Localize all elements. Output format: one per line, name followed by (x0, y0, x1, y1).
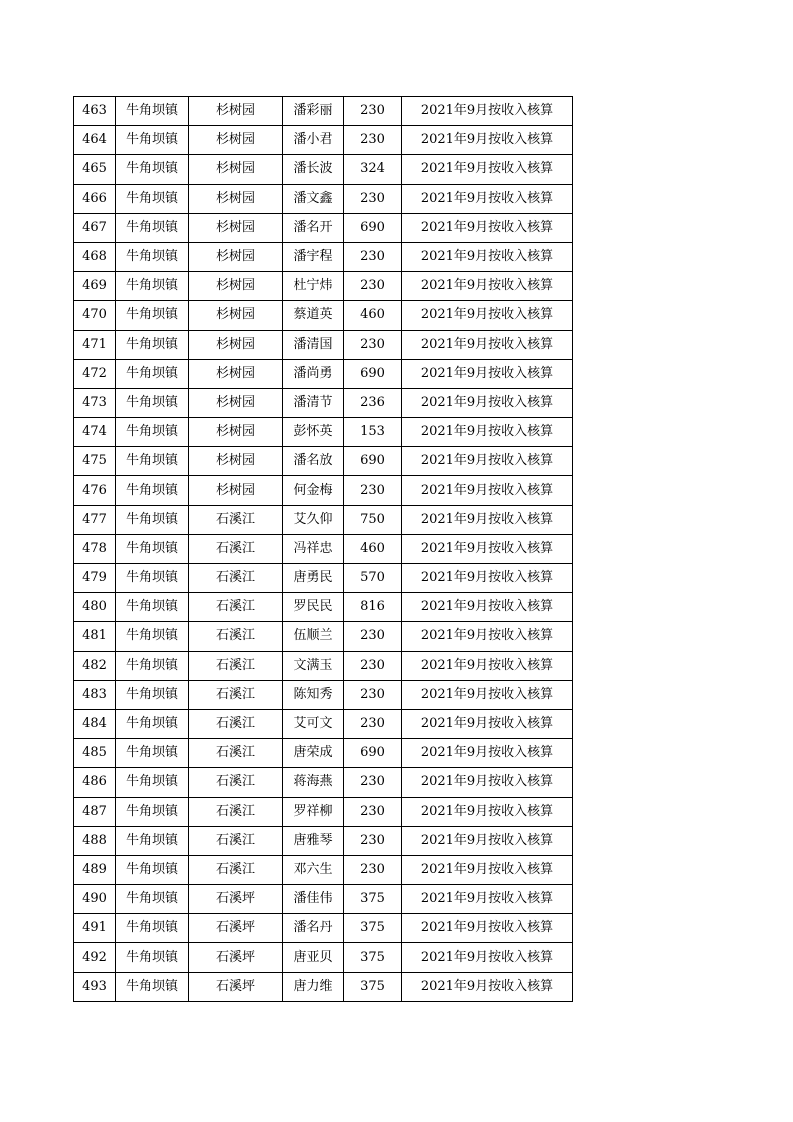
table-row (74, 272, 573, 301)
row-number-cell: 493 (74, 972, 116, 1001)
basis-cell: 2021年9月按收入核算 (402, 505, 573, 534)
town-cell: 牛角坝镇 (116, 826, 189, 855)
town-cell: 牛角坝镇 (116, 855, 189, 884)
amount-cell: 236 (344, 388, 402, 417)
basis-cell: 2021年9月按收入核算 (402, 914, 573, 943)
basis-cell: 2021年9月按收入核算 (402, 739, 573, 768)
row-number-cell: 478 (74, 534, 116, 563)
row-number-cell: 463 (74, 97, 116, 126)
name-cell: 潘尚勇 (283, 359, 344, 388)
village-cell: 石溪江 (189, 534, 283, 563)
village-cell: 杉树园 (189, 97, 283, 126)
basis-cell: 2021年9月按收入核算 (402, 359, 573, 388)
name-cell: 艾可文 (283, 709, 344, 738)
town-cell: 牛角坝镇 (116, 972, 189, 1001)
amount-cell: 230 (344, 709, 402, 738)
name-cell: 潘宇程 (283, 242, 344, 271)
village-cell: 杉树园 (189, 301, 283, 330)
amount-cell: 375 (344, 885, 402, 914)
village-cell: 石溪坪 (189, 943, 283, 972)
name-cell: 潘名开 (283, 213, 344, 242)
row-number-cell: 474 (74, 418, 116, 447)
name-cell: 罗民民 (283, 593, 344, 622)
village-cell: 石溪江 (189, 826, 283, 855)
table-row (74, 709, 573, 738)
village-cell: 杉树园 (189, 184, 283, 213)
basis-cell: 2021年9月按收入核算 (402, 972, 573, 1001)
name-cell: 唐力维 (283, 972, 344, 1001)
amount-cell: 690 (344, 359, 402, 388)
table-row (74, 797, 573, 826)
basis-cell: 2021年9月按收入核算 (402, 768, 573, 797)
town-cell: 牛角坝镇 (116, 914, 189, 943)
row-number-cell: 488 (74, 826, 116, 855)
village-cell: 杉树园 (189, 418, 283, 447)
row-number-cell: 480 (74, 593, 116, 622)
amount-cell: 230 (344, 855, 402, 884)
village-cell: 石溪坪 (189, 914, 283, 943)
amount-cell: 750 (344, 505, 402, 534)
basis-cell: 2021年9月按收入核算 (402, 680, 573, 709)
name-cell: 唐荣成 (283, 739, 344, 768)
village-cell: 石溪江 (189, 564, 283, 593)
row-number-cell: 473 (74, 388, 116, 417)
row-number-cell: 483 (74, 680, 116, 709)
table-row (74, 768, 573, 797)
table-row (74, 622, 573, 651)
village-cell: 杉树园 (189, 242, 283, 271)
basis-cell: 2021年9月按收入核算 (402, 885, 573, 914)
row-number-cell: 467 (74, 213, 116, 242)
village-cell: 杉树园 (189, 330, 283, 359)
amount-cell: 230 (344, 126, 402, 155)
town-cell: 牛角坝镇 (116, 622, 189, 651)
amount-cell: 690 (344, 447, 402, 476)
row-number-cell: 486 (74, 768, 116, 797)
table-row (74, 534, 573, 563)
amount-cell: 230 (344, 272, 402, 301)
amount-cell: 230 (344, 768, 402, 797)
town-cell: 牛角坝镇 (116, 680, 189, 709)
name-cell: 潘名丹 (283, 914, 344, 943)
row-number-cell: 487 (74, 797, 116, 826)
table-row (74, 564, 573, 593)
town-cell: 牛角坝镇 (116, 242, 189, 271)
town-cell: 牛角坝镇 (116, 447, 189, 476)
amount-cell: 230 (344, 184, 402, 213)
table-row (74, 680, 573, 709)
town-cell: 牛角坝镇 (116, 709, 189, 738)
basis-cell: 2021年9月按收入核算 (402, 418, 573, 447)
basis-cell: 2021年9月按收入核算 (402, 447, 573, 476)
name-cell: 潘清节 (283, 388, 344, 417)
table-row (74, 447, 573, 476)
amount-cell: 816 (344, 593, 402, 622)
row-number-cell: 489 (74, 855, 116, 884)
village-cell: 石溪江 (189, 505, 283, 534)
basis-cell: 2021年9月按收入核算 (402, 855, 573, 884)
basis-cell: 2021年9月按收入核算 (402, 301, 573, 330)
town-cell: 牛角坝镇 (116, 505, 189, 534)
table-row (74, 972, 573, 1001)
table-row (74, 476, 573, 505)
row-number-cell: 472 (74, 359, 116, 388)
table-row (74, 885, 573, 914)
town-cell: 牛角坝镇 (116, 359, 189, 388)
village-cell: 石溪江 (189, 622, 283, 651)
amount-cell: 460 (344, 301, 402, 330)
table-row (74, 593, 573, 622)
table-row (74, 651, 573, 680)
table-row (74, 242, 573, 271)
village-cell: 杉树园 (189, 272, 283, 301)
village-cell: 石溪江 (189, 797, 283, 826)
name-cell: 蔡道英 (283, 301, 344, 330)
amount-cell: 230 (344, 97, 402, 126)
table-row (74, 155, 573, 184)
row-number-cell: 468 (74, 242, 116, 271)
name-cell: 艾久仰 (283, 505, 344, 534)
table-row (74, 330, 573, 359)
town-cell: 牛角坝镇 (116, 593, 189, 622)
village-cell: 杉树园 (189, 447, 283, 476)
records-table (73, 96, 573, 1002)
table-row (74, 388, 573, 417)
town-cell: 牛角坝镇 (116, 768, 189, 797)
village-cell: 杉树园 (189, 126, 283, 155)
row-number-cell: 465 (74, 155, 116, 184)
name-cell: 蒋海燕 (283, 768, 344, 797)
basis-cell: 2021年9月按收入核算 (402, 213, 573, 242)
village-cell: 石溪江 (189, 709, 283, 738)
table-row (74, 359, 573, 388)
basis-cell: 2021年9月按收入核算 (402, 330, 573, 359)
amount-cell: 230 (344, 242, 402, 271)
name-cell: 杜宁炜 (283, 272, 344, 301)
town-cell: 牛角坝镇 (116, 97, 189, 126)
name-cell: 潘名放 (283, 447, 344, 476)
name-cell: 冯祥忠 (283, 534, 344, 563)
basis-cell: 2021年9月按收入核算 (402, 126, 573, 155)
amount-cell: 324 (344, 155, 402, 184)
town-cell: 牛角坝镇 (116, 126, 189, 155)
basis-cell: 2021年9月按收入核算 (402, 622, 573, 651)
basis-cell: 2021年9月按收入核算 (402, 242, 573, 271)
table-row (74, 126, 573, 155)
basis-cell: 2021年9月按收入核算 (402, 797, 573, 826)
table-row (74, 826, 573, 855)
name-cell: 潘清国 (283, 330, 344, 359)
row-number-cell: 476 (74, 476, 116, 505)
basis-cell: 2021年9月按收入核算 (402, 826, 573, 855)
village-cell: 石溪坪 (189, 972, 283, 1001)
basis-cell: 2021年9月按收入核算 (402, 564, 573, 593)
basis-cell: 2021年9月按收入核算 (402, 534, 573, 563)
table-row (74, 914, 573, 943)
village-cell: 石溪江 (189, 768, 283, 797)
amount-cell: 690 (344, 739, 402, 768)
name-cell: 潘佳伟 (283, 885, 344, 914)
row-number-cell: 471 (74, 330, 116, 359)
row-number-cell: 479 (74, 564, 116, 593)
amount-cell: 570 (344, 564, 402, 593)
name-cell: 潘彩丽 (283, 97, 344, 126)
town-cell: 牛角坝镇 (116, 272, 189, 301)
town-cell: 牛角坝镇 (116, 797, 189, 826)
name-cell: 潘小君 (283, 126, 344, 155)
town-cell: 牛角坝镇 (116, 155, 189, 184)
row-number-cell: 485 (74, 739, 116, 768)
table-row (74, 418, 573, 447)
village-cell: 杉树园 (189, 155, 283, 184)
basis-cell: 2021年9月按收入核算 (402, 709, 573, 738)
basis-cell: 2021年9月按收入核算 (402, 388, 573, 417)
amount-cell: 230 (344, 651, 402, 680)
table-row (74, 739, 573, 768)
town-cell: 牛角坝镇 (116, 418, 189, 447)
town-cell: 牛角坝镇 (116, 388, 189, 417)
basis-cell: 2021年9月按收入核算 (402, 476, 573, 505)
amount-cell: 230 (344, 476, 402, 505)
table-row (74, 943, 573, 972)
village-cell: 石溪江 (189, 680, 283, 709)
row-number-cell: 477 (74, 505, 116, 534)
basis-cell: 2021年9月按收入核算 (402, 155, 573, 184)
basis-cell: 2021年9月按收入核算 (402, 97, 573, 126)
village-cell: 石溪江 (189, 651, 283, 680)
row-number-cell: 491 (74, 914, 116, 943)
table-row (74, 301, 573, 330)
name-cell: 罗祥柳 (283, 797, 344, 826)
table-row (74, 184, 573, 213)
amount-cell: 230 (344, 797, 402, 826)
amount-cell: 375 (344, 943, 402, 972)
table-row (74, 855, 573, 884)
village-cell: 石溪江 (189, 855, 283, 884)
amount-cell: 230 (344, 826, 402, 855)
basis-cell: 2021年9月按收入核算 (402, 184, 573, 213)
records-table-body (74, 97, 573, 1002)
row-number-cell: 492 (74, 943, 116, 972)
row-number-cell: 470 (74, 301, 116, 330)
name-cell: 文满玉 (283, 651, 344, 680)
town-cell: 牛角坝镇 (116, 739, 189, 768)
row-number-cell: 481 (74, 622, 116, 651)
village-cell: 杉树园 (189, 388, 283, 417)
village-cell: 石溪坪 (189, 885, 283, 914)
name-cell: 何金梅 (283, 476, 344, 505)
name-cell: 唐勇民 (283, 564, 344, 593)
basis-cell: 2021年9月按收入核算 (402, 651, 573, 680)
town-cell: 牛角坝镇 (116, 476, 189, 505)
town-cell: 牛角坝镇 (116, 651, 189, 680)
row-number-cell: 475 (74, 447, 116, 476)
town-cell: 牛角坝镇 (116, 885, 189, 914)
village-cell: 杉树园 (189, 359, 283, 388)
name-cell: 潘文鑫 (283, 184, 344, 213)
basis-cell: 2021年9月按收入核算 (402, 593, 573, 622)
table-row (74, 97, 573, 126)
amount-cell: 230 (344, 680, 402, 709)
row-number-cell: 490 (74, 885, 116, 914)
name-cell: 陈知秀 (283, 680, 344, 709)
name-cell: 潘长波 (283, 155, 344, 184)
row-number-cell: 482 (74, 651, 116, 680)
amount-cell: 690 (344, 213, 402, 242)
name-cell: 伍顺兰 (283, 622, 344, 651)
name-cell: 唐雅琴 (283, 826, 344, 855)
name-cell: 唐亚贝 (283, 943, 344, 972)
row-number-cell: 484 (74, 709, 116, 738)
town-cell: 牛角坝镇 (116, 564, 189, 593)
town-cell: 牛角坝镇 (116, 184, 189, 213)
amount-cell: 153 (344, 418, 402, 447)
amount-cell: 460 (344, 534, 402, 563)
village-cell: 石溪江 (189, 593, 283, 622)
name-cell: 彭怀英 (283, 418, 344, 447)
town-cell: 牛角坝镇 (116, 534, 189, 563)
village-cell: 杉树园 (189, 213, 283, 242)
amount-cell: 230 (344, 330, 402, 359)
town-cell: 牛角坝镇 (116, 213, 189, 242)
basis-cell: 2021年9月按收入核算 (402, 943, 573, 972)
row-number-cell: 469 (74, 272, 116, 301)
basis-cell: 2021年9月按收入核算 (402, 272, 573, 301)
table-row (74, 213, 573, 242)
row-number-cell: 464 (74, 126, 116, 155)
town-cell: 牛角坝镇 (116, 301, 189, 330)
village-cell: 石溪江 (189, 739, 283, 768)
amount-cell: 375 (344, 914, 402, 943)
town-cell: 牛角坝镇 (116, 330, 189, 359)
amount-cell: 375 (344, 972, 402, 1001)
amount-cell: 230 (344, 622, 402, 651)
town-cell: 牛角坝镇 (116, 943, 189, 972)
village-cell: 杉树园 (189, 476, 283, 505)
name-cell: 邓六生 (283, 855, 344, 884)
table-row (74, 505, 573, 534)
row-number-cell: 466 (74, 184, 116, 213)
